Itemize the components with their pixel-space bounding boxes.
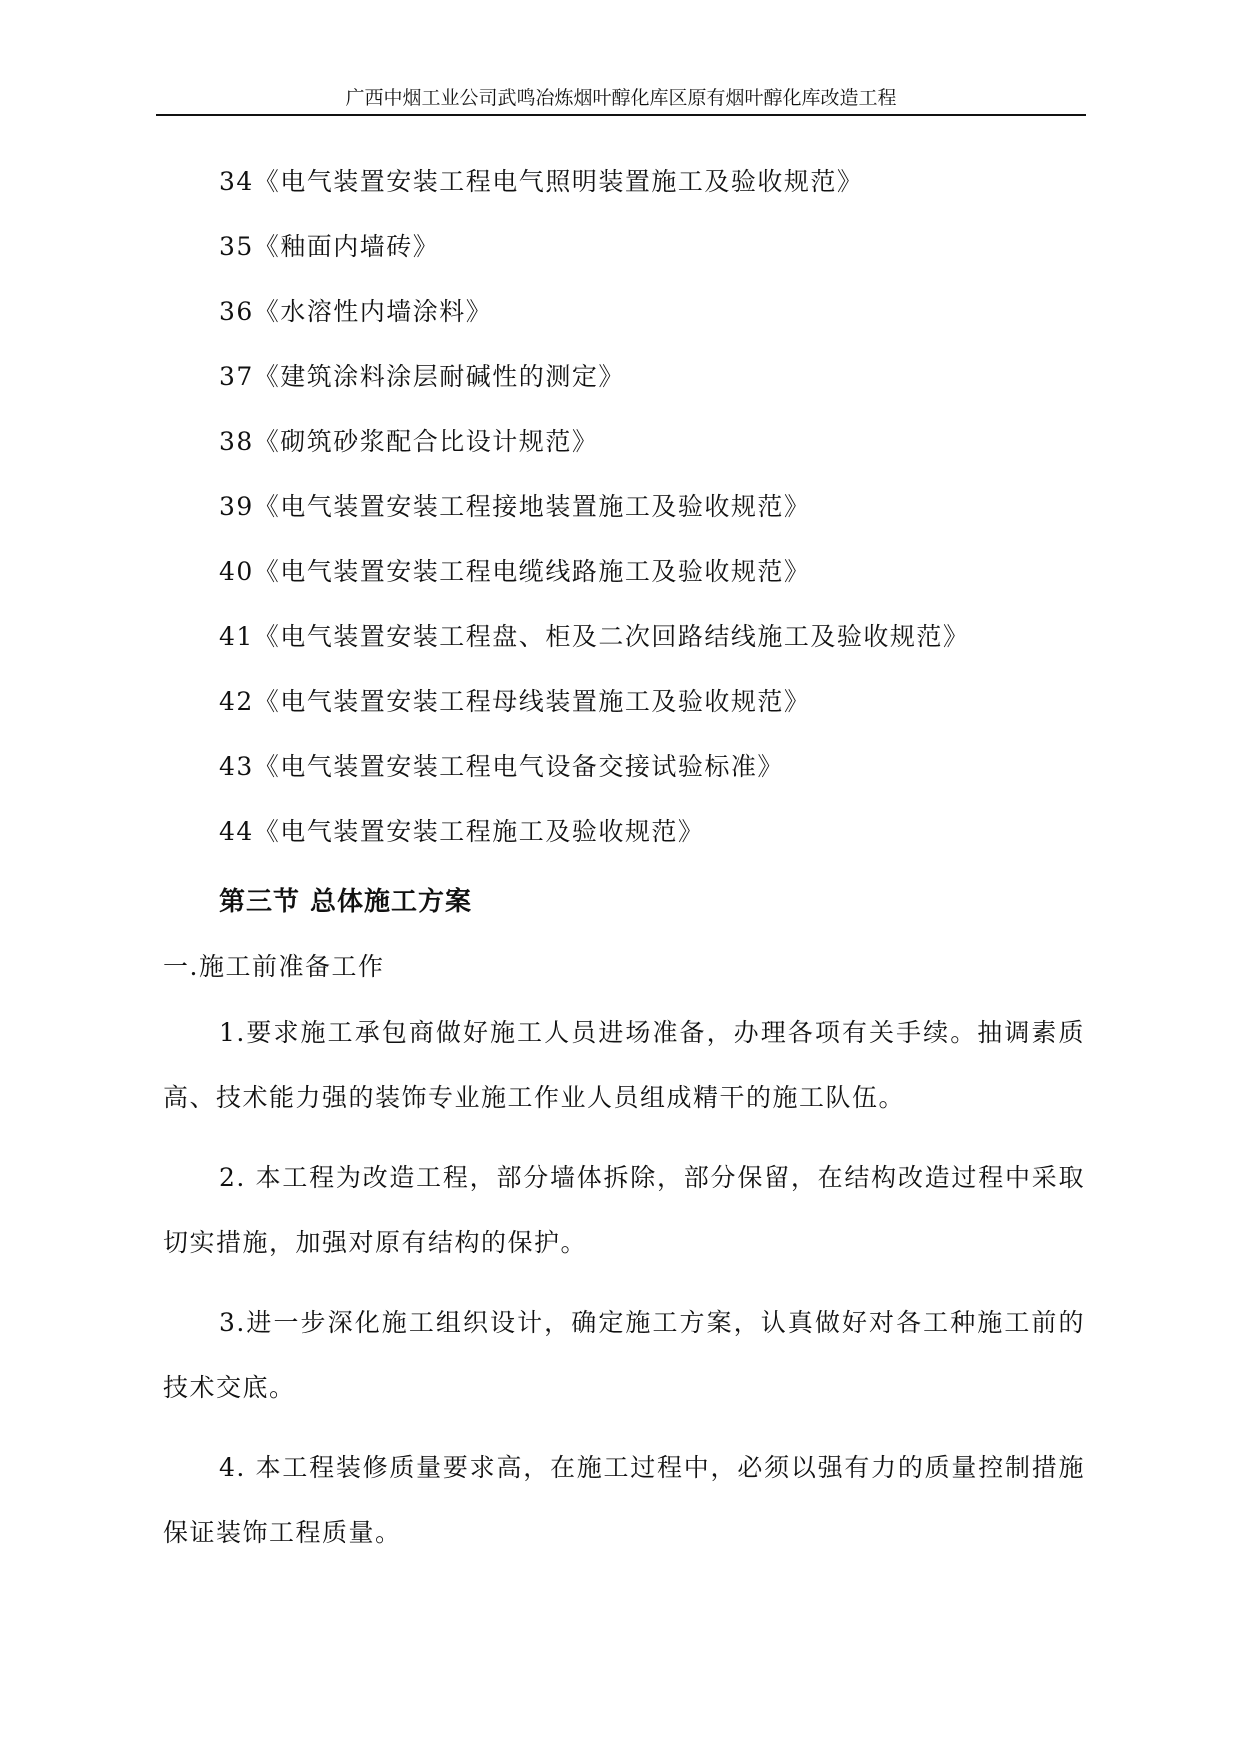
standard-item: 38《砌筑砂浆配合比设计规范》 — [219, 427, 599, 456]
section-heading: 第三节 总体施工方案 — [219, 887, 473, 917]
standard-item: 44《电气装置安装工程施工及验收规范》 — [219, 817, 705, 846]
standard-item: 34《电气装置安装工程电气照明装置施工及验收规范》 — [219, 167, 864, 196]
paragraph: 1.要求施工承包商做好施工人员进场准备，办理各项有关手续。抽调素质高、技术能力强的装饰专业施工作业人员组成精干的施工队伍。 — [163, 1018, 1085, 1112]
header-rule — [156, 114, 1086, 116]
standard-item: 43《电气装置安装工程电气设备交接试验标准》 — [219, 752, 784, 781]
standard-item: 35《釉面内墙砖》 — [219, 232, 440, 261]
standard-item: 42《电气装置安装工程母线装置施工及验收规范》 — [219, 687, 811, 716]
paragraph: 2. 本工程为改造工程，部分墙体拆除，部分保留，在结构改造过程中采取切实措施，加强对原有结构的保护。 — [163, 1163, 1085, 1257]
standard-item: 40《电气装置安装工程电缆线路施工及验收规范》 — [219, 557, 811, 586]
standard-item: 39《电气装置安装工程接地装置施工及验收规范》 — [219, 492, 811, 521]
paragraph: 4. 本工程装修质量要求高，在施工过程中，必须以强有力的质量控制措施保证装饰工程质量。 — [163, 1453, 1085, 1547]
standard-item: 41《电气装置安装工程盘、柜及二次回路结线施工及验收规范》 — [219, 622, 970, 651]
standard-item: 37《建筑涂料涂层耐碱性的测定》 — [219, 362, 625, 391]
running-header: 广西中烟工业公司武鸣冶炼烟叶醇化库区原有烟叶醇化库改造工程 — [345, 87, 897, 109]
standard-item: 36《水溶性内墙涂料》 — [219, 297, 493, 326]
paragraph: 3.进一步深化施工组织设计，确定施工方案，认真做好对各工种施工前的技术交底。 — [163, 1308, 1085, 1402]
subsection-heading: 一.施工前准备工作 — [163, 952, 385, 981]
